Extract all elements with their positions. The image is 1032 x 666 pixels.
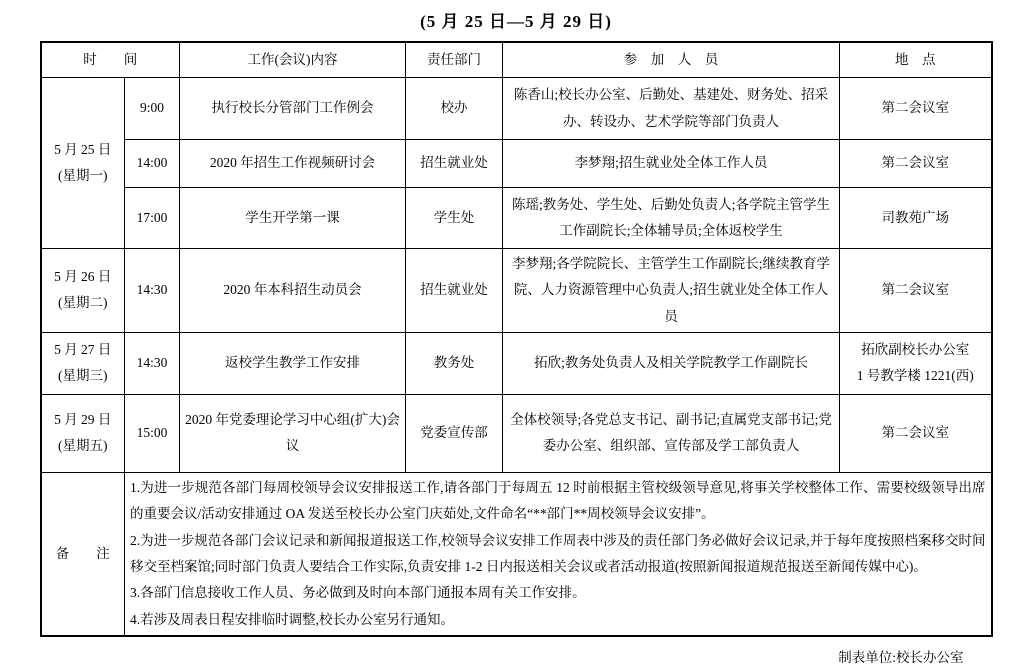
location-cell: 第二会议室	[840, 394, 992, 472]
participants-cell: 拓欣;教务处负责人及相关学院教学工作副院长	[503, 332, 840, 394]
date-cell	[41, 249, 125, 333]
remark-item: 1.为进一步规范各部门每周校领导会议安排报送工作,请各部门于每周五 12 时前根据主管校级领导意见,将事关学校整体工作、需要校级领导出席的重要会议/活动安排通过 OA 发送至校长办公室门庆茹处,文件命名“**部门**周校领导会议安排”。	[130, 479, 986, 522]
time-cell: 9:00	[125, 78, 180, 140]
participants-cell: 陈香山;校长办公室、后勤处、基建处、财务处、招采办、转设办、艺术学院等部门负责人	[503, 78, 840, 140]
department-cell: 教务处	[406, 332, 503, 394]
content-cell: 2020 年招生工作视频研讨会	[180, 140, 406, 188]
weekday-text: (星期二)	[58, 295, 108, 311]
date-text: 5 月 27 日	[54, 342, 112, 358]
participants-cell: 李梦翔;各学院院长、主管学生工作副院长;继续教育学院、人力资源管理中心负责人;招生就业处全体工作人员	[503, 249, 840, 333]
content-cell: 2020 年党委理论学习中心组(扩大)会议	[180, 394, 406, 472]
participants-cell: 李梦翔;招生就业处全体工作人员	[503, 140, 840, 188]
time-cell: 17:00	[125, 188, 180, 249]
time-cell: 14:30	[125, 332, 180, 394]
location-line: 1 号教学楼 1221(西)	[856, 368, 974, 384]
department-cell: 招生就业处	[406, 249, 503, 333]
date-text: 5 月 25 日	[54, 141, 112, 157]
location-cell: 第二会议室	[840, 249, 992, 333]
page-title: (5 月 25 日—5 月 29 日)	[420, 12, 612, 31]
header-content: 工作(会议)内容	[180, 42, 406, 78]
participants-cell: 陈瑶;教务处、学生处、后勤处负责人;各学院主管学生工作副院长;全体辅导员;全体返校学生	[503, 188, 840, 249]
content-cell: 返校学生教学工作安排	[180, 332, 406, 394]
remark-item: 4.若涉及周表日程安排临时调整,校长办公室另行通知。	[130, 611, 454, 627]
header-participants: 参 加 人 员	[503, 42, 840, 78]
remarks-label-cell: 备 注	[41, 472, 125, 635]
weekday-text: (星期五)	[58, 438, 108, 454]
date-text: 5 月 26 日	[54, 269, 112, 285]
header-location: 地 点	[840, 42, 992, 78]
time-cell: 14:30	[125, 249, 180, 333]
header-time: 时 间	[41, 42, 180, 78]
participants-cell: 全体校领导;各党总支书记、副书记;直属党支部书记;党委办公室、组织部、宣传部及学工部负责人	[503, 394, 840, 472]
table-row	[41, 394, 992, 472]
table-header-row	[41, 42, 992, 78]
department-cell: 校办	[406, 78, 503, 140]
weekday-text: (星期一)	[58, 168, 108, 183]
department-cell: 党委宣传部	[406, 394, 503, 472]
table-row	[41, 140, 992, 188]
footer-issuer: 制表单位:校长办公室	[838, 649, 964, 665]
location-cell: 第二会议室	[840, 140, 992, 188]
department-cell: 招生就业处	[406, 140, 503, 188]
remarks-content-cell	[125, 472, 992, 635]
table-row	[41, 78, 992, 140]
header-department: 责任部门	[406, 42, 503, 78]
date-cell	[41, 78, 125, 249]
location-cell	[840, 332, 992, 394]
date-text: 5 月 29 日	[54, 412, 112, 428]
time-cell: 15:00	[125, 394, 180, 472]
remark-item: 3.各部门信息接收工作人员、务必做到及时向本部门通报本周有关工作安排。	[130, 585, 586, 601]
weekly-schedule-table	[40, 41, 993, 637]
content-cell: 执行校长分管部门工作例会	[180, 78, 406, 140]
content-cell: 学生开学第一课	[180, 188, 406, 249]
location-cell: 第二会议室	[840, 78, 992, 140]
remark-item: 2.为进一步规范各部门会议记录和新闻报道报送工作,校领导会议安排工作周表中涉及的责任部门务必做好会议记录,并于每年度按照档案移交时间移交至档案馆;同时部门负责人要结合工作实际,负责安排 1-2 日内报送相关会议或者活动报道(按照新闻报道规范报送至新闻传媒中心)。	[130, 532, 986, 574]
weekday-text: (星期三)	[58, 368, 108, 384]
time-cell: 14:00	[125, 140, 180, 188]
table-row	[41, 249, 992, 333]
table-row	[41, 188, 992, 249]
table-row	[41, 332, 992, 394]
date-cell	[41, 332, 125, 394]
department-cell: 学生处	[406, 188, 503, 249]
date-cell	[41, 394, 125, 472]
location-line: 拓欣副校长办公室	[861, 342, 970, 358]
remarks-row	[41, 472, 992, 635]
content-cell: 2020 年本科招生动员会	[180, 249, 406, 333]
location-cell: 司教苑广场	[840, 188, 992, 249]
